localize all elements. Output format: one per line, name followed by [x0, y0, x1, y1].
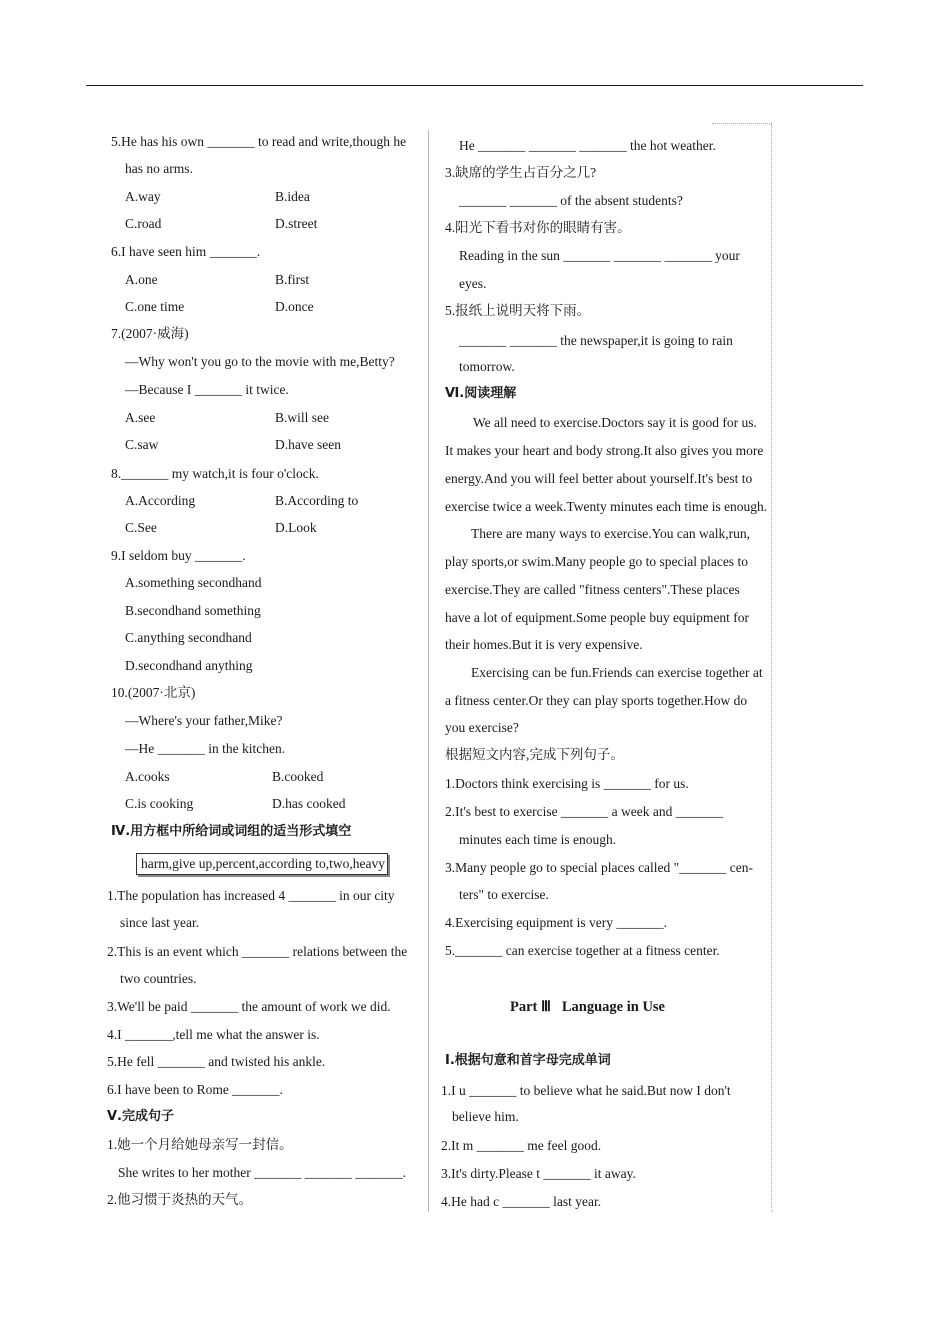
- q9-option-b: B.secondhand something: [125, 603, 261, 618]
- reading-fill-4: 4.Exercising equipment is very _______.: [445, 915, 667, 930]
- q6-option-d: D.once: [275, 299, 314, 314]
- passage-line: energy.And you will feel better about yourself.It's best to: [445, 471, 753, 486]
- reading-fill-1: 1.Doctors think exercising is _______ for us.: [445, 776, 689, 791]
- section-1-title: Ⅰ.根据句意和首字母完成单词: [445, 1053, 611, 1068]
- q8-option-a: A.According: [125, 493, 196, 508]
- s5-item-3-en: _______ _______ of the absent students?: [459, 193, 683, 208]
- word-bank-text: harm,give up,percent,according to,two,heavy: [141, 856, 386, 871]
- passage-line: exercise.They are called "fitness centers".These places: [445, 582, 740, 597]
- q5-stem: 5.He has his own _______ to read and write,though he: [111, 134, 407, 149]
- s4-item-3: 3.We'll be paid _______ the amount of work we did.: [107, 999, 391, 1014]
- passage-line: have a lot of equipment.Some people buy equipment for: [445, 610, 750, 625]
- q10-option-b: B.cooked: [272, 769, 324, 784]
- passage-line: you exercise?: [445, 720, 519, 735]
- passage-line: a fitness center.Or they can play sports together.How do: [445, 693, 748, 708]
- q10-option-c: C.is cooking: [125, 796, 194, 811]
- s5-item-2: 2.他习惯于炎热的天气。: [107, 1192, 253, 1207]
- q8-option-b: B.According to: [275, 493, 359, 508]
- s4-item-5: 5.He fell _______ and twisted his ankle.: [107, 1054, 326, 1069]
- passage-line: We all need to exercise.Doctors say it is good for us.: [473, 415, 757, 430]
- passage-line: their homes.But it is very expensive.: [445, 637, 643, 652]
- q8-option-c: C.See: [125, 520, 157, 535]
- word-item-1: 1.I u _______ to believe what he said.But now I don't: [441, 1083, 731, 1098]
- q6-stem: 6.I have seen him _______.: [111, 244, 261, 259]
- q5-option-c: C.road: [125, 216, 162, 231]
- passage-line: play sports,or swim.Many people go to special places to: [445, 554, 748, 569]
- q9-option-d: D.secondhand anything: [125, 658, 253, 673]
- q9-stem: 9.I seldom buy _______.: [111, 548, 246, 563]
- q10-option-d: D.has cooked: [272, 796, 346, 811]
- q6-option-a: A.one: [125, 272, 158, 287]
- q7-option-c: C.saw: [125, 437, 159, 452]
- q9-option-a: A.something secondhand: [125, 575, 262, 590]
- reading-fill-2: 2.It's best to exercise _______ a week and _______: [445, 804, 723, 819]
- q5-option-b: B.idea: [275, 189, 310, 204]
- q7-option-d: D.have seen: [275, 437, 341, 452]
- header-rule: [86, 85, 863, 86]
- s5-item-2-en: He _______ _______ _______ the hot weather.: [459, 138, 716, 153]
- q5-option-d: D.street: [275, 216, 318, 231]
- s5-item-5-en: _______ _______ the newspaper,it is going to rain: [459, 333, 733, 348]
- reading-fill-2-cont: minutes each time is enough.: [459, 832, 617, 847]
- word-item-3: 3.It's dirty.Please t _______ it away.: [441, 1166, 636, 1181]
- q7-line1: —Why won't you go to the movie with me,Betty?: [125, 354, 395, 369]
- q9-option-c: C.anything secondhand: [125, 630, 252, 645]
- passage-line: exercise twice a week.Twenty minutes each time is enough.: [445, 499, 768, 514]
- column-divider: [428, 130, 429, 1212]
- s5-item-3: 3.缺席的学生占百分之几?: [445, 165, 597, 180]
- reading-fill-5: 5._______ can exercise together at a fitness center.: [445, 943, 720, 958]
- s4-item-4: 4.I _______,tell me what the answer is.: [107, 1027, 320, 1042]
- passage-line: Exercising can be fun.Friends can exercise together at: [471, 665, 763, 680]
- q7-line2: —Because I _______ it twice.: [125, 382, 289, 397]
- q10-line2: —He _______ in the kitchen.: [125, 741, 286, 756]
- s5-item-1: 1.她一个月给她母亲写一封信。: [107, 1137, 293, 1152]
- q10-line1: —Where's your father,Mike?: [125, 713, 283, 728]
- word-item-1-cont: believe him.: [452, 1109, 519, 1124]
- top-dotted-line: [712, 123, 772, 124]
- q8-option-d: D.Look: [275, 520, 317, 535]
- passage-line: It makes your heart and body strong.It also gives you more: [445, 443, 764, 458]
- s5-item-4-en: Reading in the sun _______ _______ _______ your: [459, 248, 740, 263]
- q7-option-a: A.see: [125, 410, 156, 425]
- passage-line: There are many ways to exercise.You can walk,run,: [471, 526, 751, 541]
- word-item-4: 4.He had c _______ last year.: [441, 1194, 602, 1209]
- section-5-title: Ⅴ.完成句子: [107, 1109, 174, 1124]
- section-4-title: Ⅳ.用方框中所给词或词组的适当形式填空: [111, 824, 352, 839]
- q8-stem: 8._______ my watch,it is four o'clock.: [111, 466, 319, 481]
- s5-item-4-cont: eyes.: [459, 276, 487, 291]
- right-margin-line: [771, 124, 773, 1212]
- s5-item-4: 4.阳光下看书对你的眼睛有害。: [445, 220, 631, 235]
- s5-item-1-en: She writes to her mother _______ _______ _______.: [118, 1165, 406, 1180]
- s5-item-5-cont: tomorrow.: [459, 359, 515, 374]
- q10-source: 10.(2007·北京): [111, 685, 196, 700]
- q6-option-b: B.first: [275, 272, 310, 287]
- q7-source: 7.(2007·威海): [111, 326, 189, 341]
- q10-option-a: A.cooks: [125, 769, 170, 784]
- q6-option-c: C.one time: [125, 299, 185, 314]
- word-bank-box: [136, 853, 388, 875]
- word-item-2: 2.It m _______ me feel good.: [441, 1138, 602, 1153]
- s5-item-5: 5.报纸上说明天将下雨。: [445, 303, 591, 318]
- q5-stem-cont: has no arms.: [125, 161, 193, 176]
- s4-item-2-cont: two countries.: [120, 971, 197, 986]
- section-6-title: Ⅵ.阅读理解: [445, 386, 517, 401]
- q7-option-b: B.will see: [275, 410, 329, 425]
- s4-item-6: 6.I have been to Rome _______.: [107, 1082, 283, 1097]
- s4-item-1: 1.The population has increased 4 _______ in our city: [107, 888, 395, 903]
- q5-option-a: A.way: [125, 189, 161, 204]
- reading-fill-3-cont: ters" to exercise.: [459, 887, 549, 902]
- s4-item-1-cont: since last year.: [120, 915, 200, 930]
- s4-item-2: 2.This is an event which _______ relations between the: [107, 944, 408, 959]
- reading-fill-3: 3.Many people go to special places called "_______ cen-: [445, 860, 754, 875]
- part-3-heading: Part Ⅲ Language in Use: [510, 999, 665, 1015]
- reading-instruction: 根据短文内容,完成下列句子。: [445, 747, 624, 762]
